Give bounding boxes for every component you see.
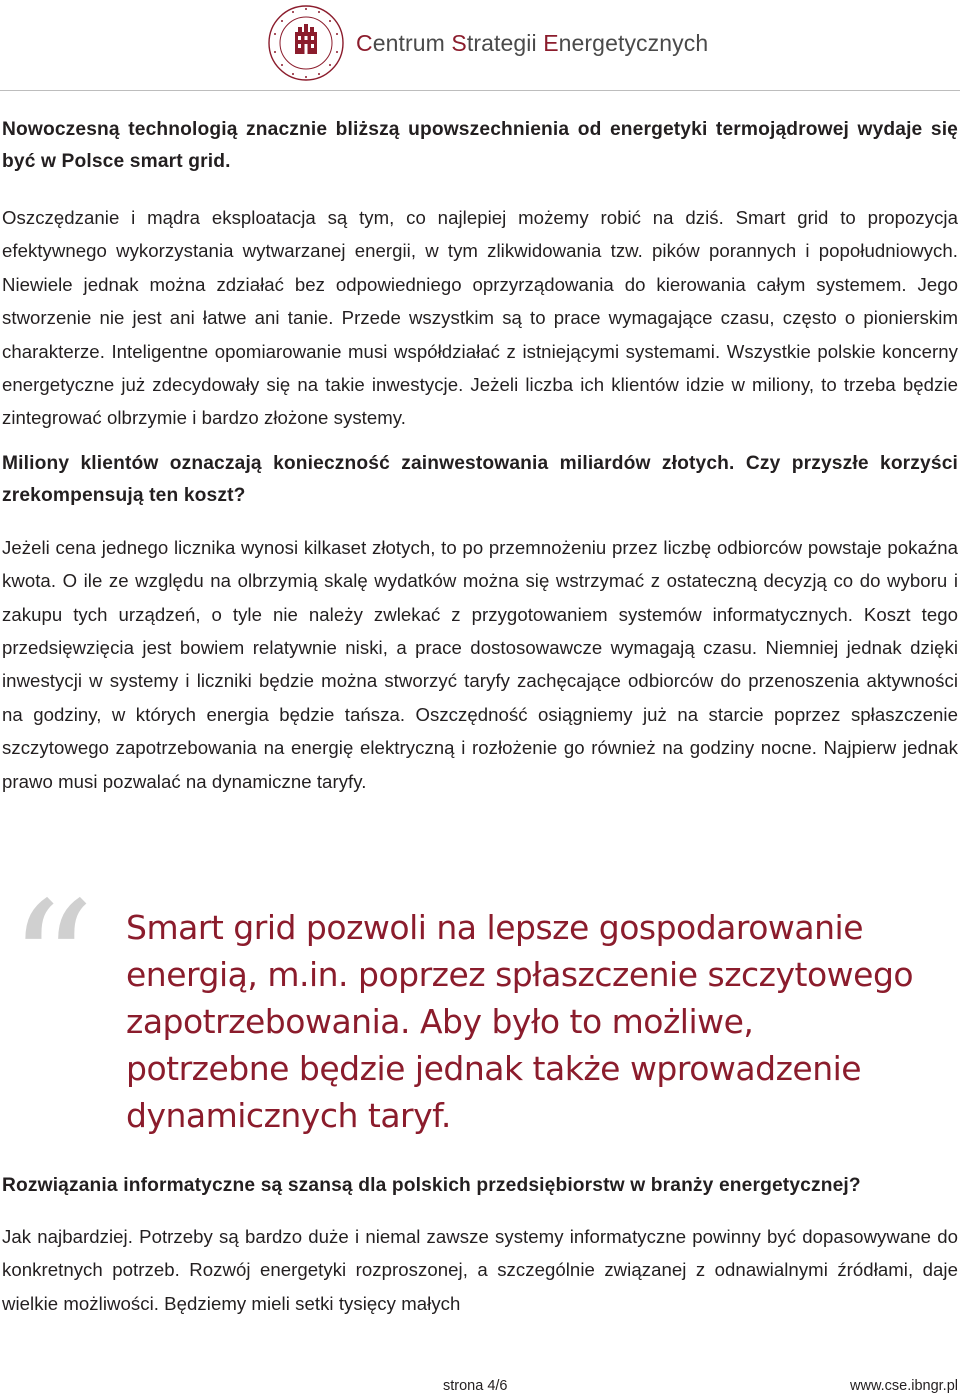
question-2: Miliony klientów oznaczają konieczność zainwestowania miliardów złotych. Czy przyszłe korzyści zrekompensują ten koszt? [2, 452, 958, 506]
page-header [0, 0, 960, 86]
brand-initial-e: E [543, 30, 559, 56]
question-1: Nowoczesną technologią znacznie bliższą upowszechnienia od energetyki termojądrowej wydaje się być w Polsce smart grid. [2, 119, 958, 172]
page-number: strona 4/6 [443, 1378, 508, 1394]
pull-quote [0, 866, 960, 1148]
interview-section-2 [2, 1170, 958, 1320]
brand-initial-s: S [451, 30, 467, 56]
brand-word-strategii: trategii [466, 30, 544, 56]
answer-2: Jeżeli cena jednego licznika wynosi kilkaset złotych, to po przemnożeniu przez liczbę odbiorców powstaje pokaźna kwota. O ile ze względu na olbrzymią skalę wydatków można się wstrzymać z ostateczną decyzją co do wyboru i zakupu tych urządzeń, o tyle nie należy zwlekać z przygotowaniem systemów informatycznych. Koszt tego przedsięwzięcia jest bowiem relatywnie niski, a prace dostosowawcze wymagają czasu. Niemniej jednak dzięki inwestycji w systemy i liczniki będzie można stworzyć taryfy zachęcające odbiorców do przenoszenia aktywności na godziny, w których energia będzie tańsza. Oszczędność osiągniemy już na starcie poprzez spłaszczenie szczytowego zapotrzebowania na energię elektryczną i rozłożenie go również na godziny nocne. Najpierw jednak prawo musi pozwalać na dynamiczne taryfy. [2, 536, 958, 792]
brand-word-energetycznych: nergetycznych [558, 30, 709, 56]
answer-3: Jak najbardziej. Potrzeby są bardzo duże i niemal zawsze systemy informatyczne powinny być dopasowywane do konkretnych potrzeb. Rozwój energetyki rozproszonej, a szczególnie związanej z odnawialnymi źródłami, daje wielkie możliwości. Będziemy mieli setki tysięcy małych [2, 1226, 958, 1314]
interview-section-1 [2, 114, 958, 798]
brand-word-centrum: entrum [372, 30, 452, 56]
answer-1: Oszczędzanie i mądra eksploatacja są tym, co najlepiej możemy robić na dziś. Smart grid to propozycja efektywnego wykorzystania wytwarzanej energii, w tym zlikwidowania tzw. pików porannych i popołudniowych. Niewiele jednak można zdziałać bez odpowiedniego oprzyrządowania do kierowania całym systemem. Jego stworzenie nie jest ani łatwe ani tanie. Przede wszystkim są to prace wymagające czasu, często o pionierskim charakterze. Inteligentne opomiarowanie musi współdziałać z istniejącymi systemami. Wszystkie polskie koncerny energetyczne już zdecydowały się na takie inwestycje. Jeżeli liczba ich klientów idzie w miliony, to trzeba będzie zintegrować olbrzymie i bardzo złożone systemy. [2, 207, 958, 429]
pull-quote-text: Smart grid pozwoli na lepsze gospodarowanie energią, m.in. poprzez spłaszczenie szczytowego zapotrzebowania. Aby było to możliwe, potrzebne będzie jednak także wprowadzenie dynamicznych taryf. [126, 908, 914, 1135]
quote-mark-icon: “ [8, 866, 95, 1064]
website-link[interactable]: www.cse.ibngr.pl [850, 1378, 958, 1394]
question-3: Rozwiązania informatyczne są szansą dla polskich przedsiębiorstw w branży energetycznej? [2, 1175, 861, 1196]
institute-seal-logo [267, 4, 345, 82]
header-divider [0, 90, 960, 91]
brand-initial-c: C [356, 30, 373, 56]
brand-name [356, 30, 708, 57]
